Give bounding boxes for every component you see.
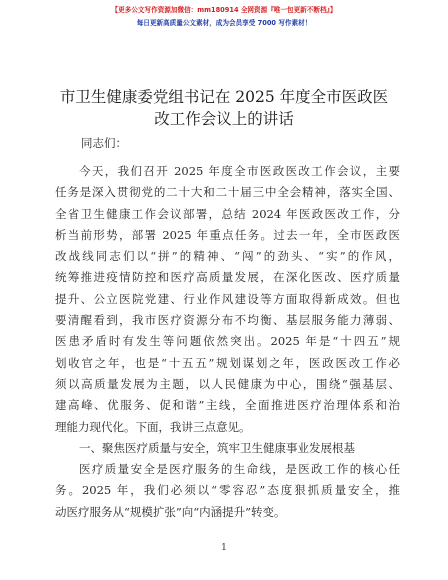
text-line: 统筹推进疫情防控和医疗高质量发展，在深化医改、医疗质量 — [55, 270, 400, 285]
section-heading-text: 一、聚焦医疗质量与安全，筑牢卫生健康事业发展根基 — [79, 440, 355, 455]
salutation: 同志们： — [81, 136, 127, 150]
promo-banner — [0, 4, 448, 30]
text-line: 须以高质量发展为主题，以人民健康为中心，围绕“强基层、 — [55, 376, 400, 391]
text-line: 务。2025 年，我们必须以“零容忍”态度狠抓质量安全，推 — [55, 483, 400, 498]
page-number: 1 — [221, 543, 227, 553]
text-line: 析当前形势，部署 2025 年重点任务。过去一年，全市医政医 — [55, 227, 400, 242]
text-line: 提升、公立医院党建、行业作风建设等方面取得新成效。但也 — [55, 291, 400, 306]
text-line: 建高峰、优服务、促和谐”主线，全面推进医疗治理体系和治 — [55, 398, 400, 413]
document-body — [55, 133, 400, 523]
text-line: 任务是深入贯彻党的二十大和二十届三中全会精神，落实全国、 — [55, 185, 400, 200]
text-line: 理能力现代化。下面，我讲三点意见。 — [55, 419, 251, 434]
text-line: 医患矛盾时有发生等问题依然突出。2025 年是“十四五”规 — [55, 334, 400, 349]
promo-banner-line-1: 【更多公文写作资源加微信：mm180914 全网资源『唯一包更新不断档』】 — [111, 6, 337, 14]
text-line: 划收官之年，也是“十五五”规划谋划之年，医政医改工作必 — [55, 355, 400, 370]
paragraph-section-1 — [55, 459, 400, 523]
text-line: 动医疗服务从“规模扩张”向“内涵提升”转变。 — [55, 504, 286, 519]
document-title — [40, 86, 408, 130]
paragraph-intro — [55, 161, 400, 438]
text-line: 全省卫生健康工作会议部署，总结 2024 年医政医改工作，分 — [55, 206, 400, 221]
promo-banner-line-2: 每日更新高质量公文素材，成为会员享受 7000 写作素材！ — [136, 19, 312, 27]
text-line: 今天，我们召开 2025 年度全市医政医改工作会议，主要 — [79, 164, 400, 178]
document-title-line-2: 改工作会议上的讲话 — [154, 110, 294, 128]
text-line: 医疗质量安全是医疗服务的生命线，是医政工作的核心任 — [79, 462, 400, 477]
document-title-line-1: 市卫生健康委党组书记在 2025 年度全市医政医 — [59, 88, 389, 106]
text-line: 要清醒看到，我市医疗资源分布不均衡、基层服务能力薄弱、 — [55, 313, 400, 328]
text-line: 改战线同志们以“拼”的精神、“闯”的劲头、“实”的作风， — [55, 249, 400, 264]
section-heading-1 — [55, 438, 400, 459]
